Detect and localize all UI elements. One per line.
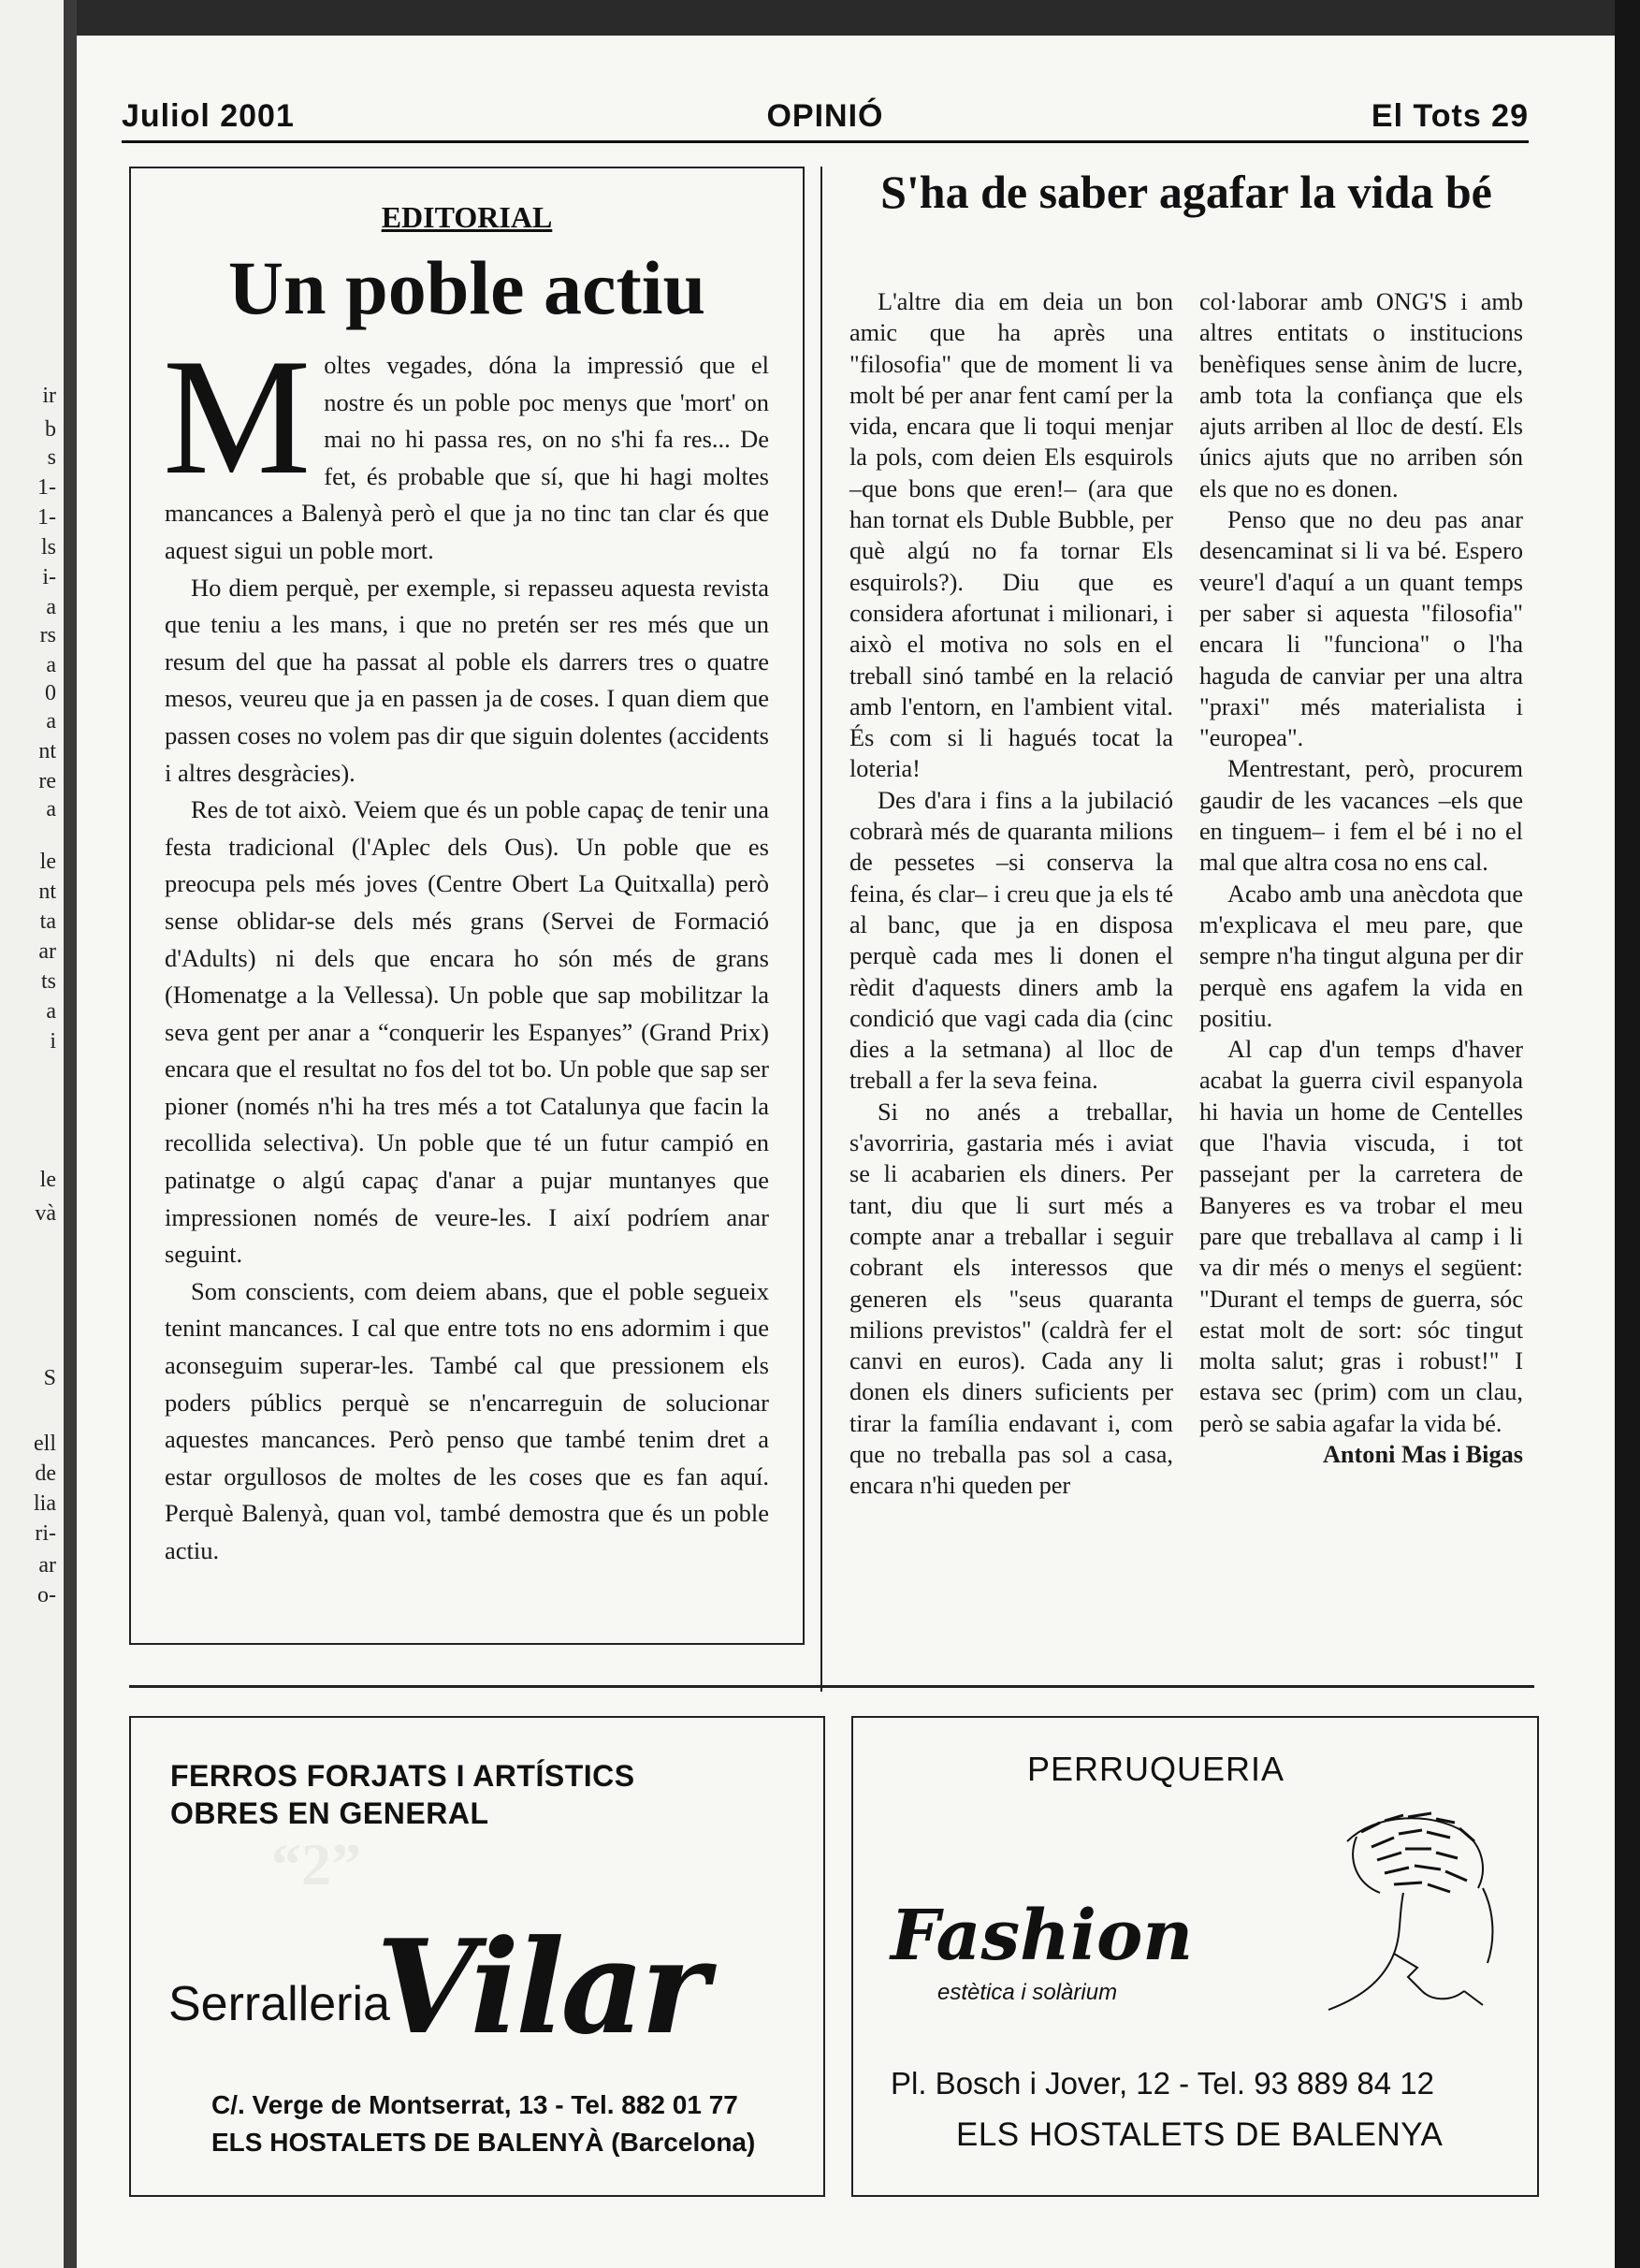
article-paragraph: Mentrestant, però, procurem gaudir de les vacances –els que en tinguem– i fem el bé i no el mal que altra cosa no ens cal. [1199,755,1523,877]
previous-page-fragment: ar [38,939,56,964]
ad-brand-logo: Fashion [891,1896,1194,1976]
woman-profile-illustration [1291,1804,1508,2019]
editorial-paragraph: Ho diem perquè, per exemple, si repasseu aquesta revista que teniu a les mans, i que no pretén ser res més que un resum del que ha passat al poble els darrers tres o quatre mesos, veureu que ja en passen ja de coses. I quan diem que passen coses no volem pas dir que siguin dolentes (accidents i altres desgràcies). [165,573,769,787]
ad-business-type: Serralleria [168,1977,390,2031]
editorial-label: EDITORIAL [381,200,553,234]
drop-cap: M [163,324,312,509]
previous-page-fragment: ta [39,909,56,934]
previous-page-fragment: a [46,797,56,821]
ad-business-type: PERRUQUERIA [1027,1750,1285,1788]
editorial-paragraph: Res de tot això. Veiem que és un poble capaç de tenir una festa tradicional (l'Aplec dels Ous). Un poble que es preocupa pels més joves (Centre Obert La Quitxalla) però sense oblidar-se dels més grans (Servei de Formació d'Adults) ni dels que encara ho són més de grans (Homenatge a la Vellessa). Un poble que sap mobilitzar la seva gent per anar a “conquerir les Espanyes” (Grand Prix) encara que el resultat no fos del tot bo. Un poble que sap ser pioner (només n'hi ha tres més a tot Catalunya que facin la recollida selectiva). Un poble que té un futur campió en patinatge o algú capaç d'anar a pujar muntanyes que impressionen només de veure-les. I així podríem anar seguint. [165,795,769,1269]
ad-perruqueria-fashion [851,1716,1539,2197]
previous-page-fragment: 1- [37,475,56,500]
previous-page-fragment: ar [38,1553,56,1577]
ad-town: ELS HOSTALETS DE BALENYÀ (Barcelona) [211,2128,756,2157]
previous-page-fragment: a [46,595,56,619]
page-header [122,94,1529,143]
previous-page-fragment: i [50,1029,56,1054]
editorial-paragraph: Moltes vegades, dóna la impressió que el nostre és un poble poc menys que 'mort' on mai no hi passa res, on no s'hi fa res... De fet, és probable que sí, que hi hagi moltes mancances a Balenyà però el que ja no tinc tan clar és que aquest sigui un poble mort. [163,324,769,564]
article-column-2 [1199,286,1523,1470]
editorial-body [163,324,769,1570]
previous-page-fragment: ls [40,535,56,560]
previous-page-fragment: a [46,999,56,1024]
article-author: Antoni Mas i Bigas [1322,1440,1523,1468]
previous-page-fragment: nt [38,880,56,904]
previous-page-fragment: re [38,769,56,793]
previous-page-fragment: le [39,1168,56,1192]
previous-page-fragment: ell [34,1432,56,1456]
ad-town: ELS HOSTALETS DE BALENYA [956,2116,1444,2153]
publication-page-number: El Tots 29 [1371,98,1529,134]
ad-serralleria-vilar [129,1716,825,2197]
ad-subtitle: estètica i solàrium [937,1980,1118,2005]
scanner-edge [1615,0,1640,2268]
previous-page-fragment: b [45,417,56,442]
previous-page-fragment: nt [38,739,56,763]
article-paragraph: Si no anés a treballar, s'avorriria, gastaria més i aviat se li acabarien els diners. Per tant, diu que li surt més a compte anar a treballar i seguir cobrant els interessos que generen els "seus quaranta milions previstos" (caldrà fer el canvi en euros). Cada any li donen els diners suficients per tirar la família endavant i, com que no treballa pas sol a casa, encara n'hi queden per [849,1098,1173,1500]
magazine-page [77,36,1615,2268]
article-title: S'ha de saber agafar la vida bé [880,166,1492,218]
previous-page-fragment: 0 [45,681,56,705]
previous-page-fragment: o- [37,1583,56,1607]
editorial-paragraph: Som conscients, com deiem abans, que el poble segueix tenint mancances. I cal que entre tots no ens adormim i que aconseguim superar-les. També cal que pressionem els poders públics perquè se n'encarreguin de solucionar aquestes mancances. Però penso que també tenim dret a estar orgullosos de moltes de les coses que es fan aquí. Perquè Balenyà, quan vol, també demostra que és un poble actiu. [165,1276,769,1564]
article-paragraph: L'altre dia em deia un bon amic que ha après una "filosofia" que de moment li va molt bé per anar fent camí per la vida, encara que li toqui menjar la pols, com deien Els esquirols –que bons que eren!– (ara que han tornat els Duble Bubble, per què algú no fa tornar Els esquirols?). Diu que es considera afortunat i milionari, i això el motiva no sols en el treball sinó també en la relació amb l'entorn, en l'ambient vital. És com si li hagués tocat la loteria! [849,288,1173,783]
binding-gutter [64,0,77,2268]
issue-date: Juliol 2001 [122,98,295,134]
previous-page-fragment: S [43,1366,56,1390]
previous-page-fragment: i- [42,565,56,589]
column-divider [820,167,822,1692]
ad-tagline-1: FERROS FORJATS I ARTÍSTICS [170,1759,635,1793]
previous-page-fragment: 1- [37,505,56,530]
previous-page-fragment: de [35,1461,56,1486]
ad-tagline-2: OBRES EN GENERAL [170,1796,489,1830]
previous-page-fragment: le [39,850,56,874]
article-paragraph: Penso que no deu pas anar desencaminat si li va bé. Espero veure'l d'aquí a un quant temps per saber si aquesta "filosofia" encara li "funciona" o l'ha haguda de canviar per una altra "praxi" més materialista i "europea". [1199,506,1523,752]
editorial-title: Un poble actiu [227,245,706,330]
ad-address: C/. Verge de Montserrat, 13 - Tel. 882 01 77 [211,2090,738,2119]
previous-page-edge [0,0,64,2268]
show-through-text: “2” [271,1831,361,1897]
ads-divider [129,1685,1534,1688]
previous-page-fragment: s [47,445,56,470]
previous-page-fragment: a [46,653,56,677]
previous-page-fragment: lia [34,1491,56,1516]
ad-address: Pl. Bosch i Jover, 12 - Tel. 93 889 84 12 [891,2066,1434,2101]
previous-page-fragment: ts [40,969,56,994]
article-paragraph: col·laborar amb ONG'S i amb altres entitats o institucions benèfiques sense ànim de lucre, amb tota la confiança que els ajuts arriben al lloc de destí. Els únics ajuts que no arriben són els que no es donen. [1199,288,1523,502]
previous-page-fragment: và [35,1201,56,1226]
previous-page-fragment: rs [39,623,56,647]
section-title: OPINIÓ [766,98,884,134]
editorial-box [129,167,805,1645]
article-column-1 [849,286,1173,1502]
previous-page-fragment: a [46,709,56,734]
article-paragraph: Al cap d'un temps d'haver acabat la guerra civil espanyola hi havia un home de Centelles que l'havia viscuda, i tot passejant per la carretera de Banyeres es va trobar el meu pare que treballava al camp i li va dir més o menys el següent: "Durant el temps de guerra, sóc estat molt de sort: sóc tingut molta salut; gras i robust!" I estava sec (prim) com un clau, però se sabia agafar la vida bé. [1199,1036,1523,1437]
article-paragraph: Acabo amb una anècdota que m'explicava el meu pare, que sempre n'ha tingut alguna per dir perquè ens agafem la vida en positiu. [1199,880,1523,1032]
article-paragraph: Des d'ara i fins a la jubilació cobrarà més de quaranta milions de pessetes –si conserva la feina, és clar– i creu que ja els té al banc, que ja en disposa perquè cada mes li donen el rèdit d'aquests diners amb la condició que vagi cada dia (cinc dies a la setmana) al lloc de treball a fer la seva feina. [849,786,1173,1095]
ad-brand-logo: Vilar [376,1911,705,2063]
previous-page-fragment: ri- [35,1521,56,1546]
previous-page-fragment: ir [42,384,56,408]
